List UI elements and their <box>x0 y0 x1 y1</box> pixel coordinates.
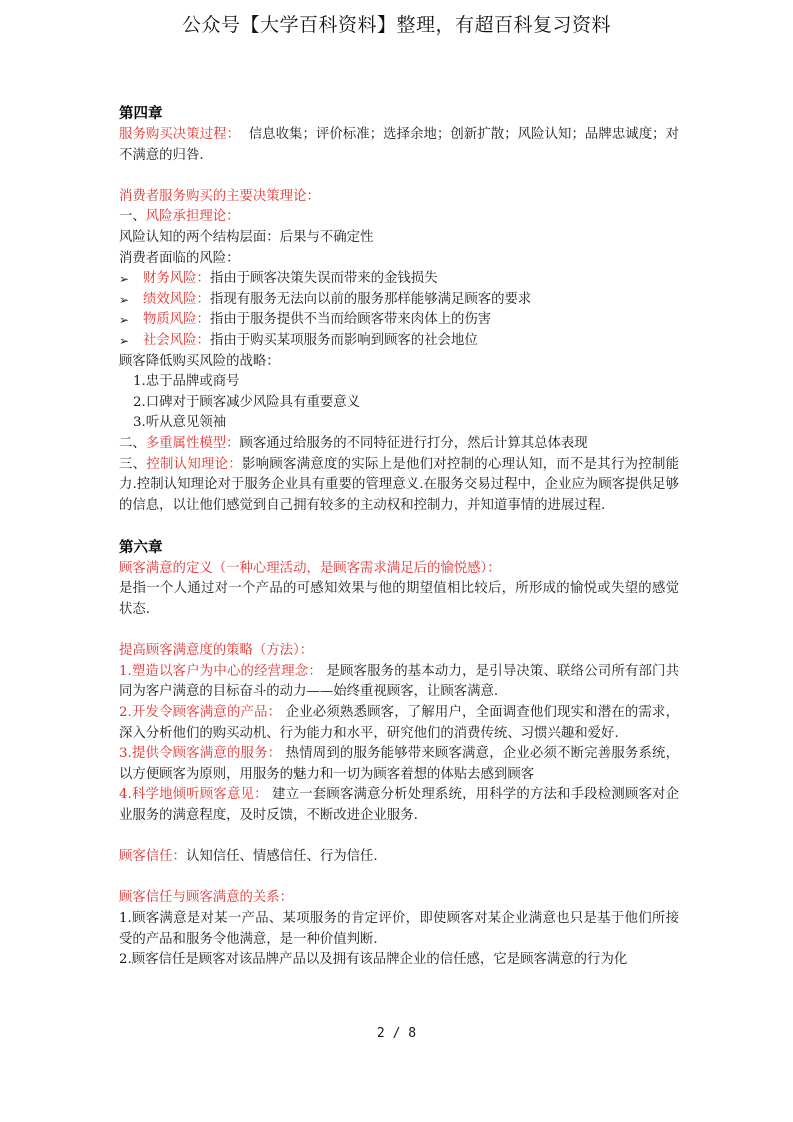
risk-item-social <box>119 331 679 352</box>
purchase-process-text: 信息收集；评价标准；选择余地；创新扩散；风险认知；品牌忠诚度；对不满意的归咎. <box>119 127 680 163</box>
risk-label: 物质风险： <box>143 312 210 328</box>
theory-2-label: 多重属性模型： <box>145 435 240 451</box>
page-number: 2 / 8 <box>376 1026 417 1041</box>
risk-item-financial <box>119 269 679 290</box>
risk-text: 指由于购买某项服务而影响到顾客的社会地位 <box>209 332 478 348</box>
strategy-item: 2.口碑对于顾客减少风险具有重要意义 <box>133 394 361 410</box>
improve-text: 建立一套顾客满意分析处理系统，用科学的方法和手段检测顾客对企业服务的满意程度，及时反馈，不断改进企业服务. <box>119 787 679 823</box>
arrow-bullet-icon: ➢ <box>119 292 130 307</box>
satisfaction-def-text: 是指一个人通过对一个产品的可感知效果与他的期望值相比较后，所形成的愉悦或失望的感觉状态. <box>119 581 679 618</box>
risk-item-physical <box>119 310 679 331</box>
relation-item: 1.顾客满意是对某一产品、某项服务的肯定评价，即使顾客对某企业满意也只是基于他们所接受的产品和服务令他满意，是一种价值判断. <box>119 910 679 947</box>
risk-label: 绩效风险： <box>143 291 210 307</box>
improve-label: 4.科学地倾听顾客意见： <box>119 787 268 803</box>
document-body <box>119 103 679 971</box>
improve-label: 2.开发令顾客满意的产品： <box>119 705 282 721</box>
arrow-bullet-icon: ➢ <box>119 333 130 348</box>
theory-1-label: 风险承担理论： <box>145 209 240 225</box>
theory-3-text: 影响顾客满意度的实际上是他们对控制的心理认知，而不是其行为控制能力.控制认知理论对于服务企业具有重要的管理意义.在服务交易过程中，企业应为顾客提供足够的信息，以让他们感觉到自己拥有较多的主动权和控制力，并知道事情的进展过程. <box>119 456 680 513</box>
improve-item <box>119 744 679 785</box>
theory-3-prefix: 三、 <box>119 456 147 472</box>
strategy-item: 1.忠于品牌或商号 <box>133 374 240 390</box>
improve-text: 热情周到的服务能够带来顾客满意，企业必须不断完善服务系统，以方便顾客为原则，用服务的魅力和一切为顾客着想的体贴去感到顾客 <box>119 746 679 782</box>
theory-3-label: 控制认知理论： <box>146 456 242 472</box>
page-header: 公众号【大学百科资料】整理，有超百科复习资料 <box>181 14 611 36</box>
theory-2-prefix: 二、 <box>119 435 146 451</box>
risk-levels: 风险认知的两个结构层面：后果与不确定性 <box>119 229 374 245</box>
theory-2-text: 顾客通过给服务的不同特征进行打分，然后计算其总体表现 <box>239 435 588 451</box>
relation-item: 2.顾客信任是顾客对该品牌产品以及拥有该品牌企业的信任感，它是顾客满意的行为化 <box>119 952 628 968</box>
theory-2 <box>119 434 679 455</box>
improve-item <box>119 662 679 703</box>
customer-trust-text: 认知信任、情感信任、行为信任. <box>185 849 378 865</box>
improve-item <box>119 785 679 826</box>
relation-heading: 顾客信任与顾客满意的关系： <box>119 890 294 906</box>
risk-text: 指由于顾客决策失误而带来的金钱损失 <box>209 271 438 287</box>
strategy-item: 3.听从意见领袖 <box>133 415 227 431</box>
improve-label: 3.提供令顾客满意的服务： <box>119 746 282 762</box>
improve-item <box>119 703 679 744</box>
risk-item-performance <box>119 290 679 311</box>
theory-1 <box>119 207 679 228</box>
risks-intro: 消费者面临的风险： <box>119 250 240 266</box>
chapter-6-title: 第六章 <box>119 539 163 556</box>
improve-heading: 提高顾客满意度的策略（方法）： <box>119 643 314 659</box>
arrow-bullet-icon: ➢ <box>119 272 130 287</box>
purchase-process-label: 服务购买决策过程： <box>119 127 241 142</box>
risk-text: 指现有服务无法向以前的服务那样能够满足顾客的要求 <box>209 291 532 307</box>
risk-label: 社会风险： <box>143 332 210 348</box>
customer-trust <box>119 847 679 868</box>
improve-text: 企业必须熟悉顾客，了解用户，全面调查他们现实和潜在的需求，深入分析他们的购买动机、行为能力和水平，研究他们的消费传统、习惯兴趣和爱好. <box>119 705 679 741</box>
purchase-process <box>119 125 679 166</box>
chapter-4-title: 第四章 <box>119 106 163 122</box>
customer-trust-label: 顾客信任： <box>119 849 186 865</box>
satisfaction-def-heading: 顾客满意的定义（一种心理活动，是顾客需求满足后的愉悦感）： <box>119 560 501 576</box>
strategy-heading: 顾客降低购买风险的战略： <box>119 353 280 369</box>
arrow-bullet-icon: ➢ <box>119 313 130 328</box>
decision-theory-heading: 消费者服务购买的主要决策理论： <box>119 188 320 204</box>
risk-label: 财务风险： <box>143 271 210 287</box>
theory-1-prefix: 一、 <box>119 209 146 225</box>
improve-label: 1.塑造以客户为中心的经营理念： <box>119 663 322 679</box>
improve-text: 是顾客服务的基本动力，是引导决策、联络公司所有部门共同为客户满意的目标奋斗的动力——始终重视顾客，让顾客满意. <box>119 663 679 700</box>
theory-3 <box>119 455 679 517</box>
risk-text: 指由于服务提供不当而给顾客带来肉体上的伤害 <box>209 312 492 328</box>
